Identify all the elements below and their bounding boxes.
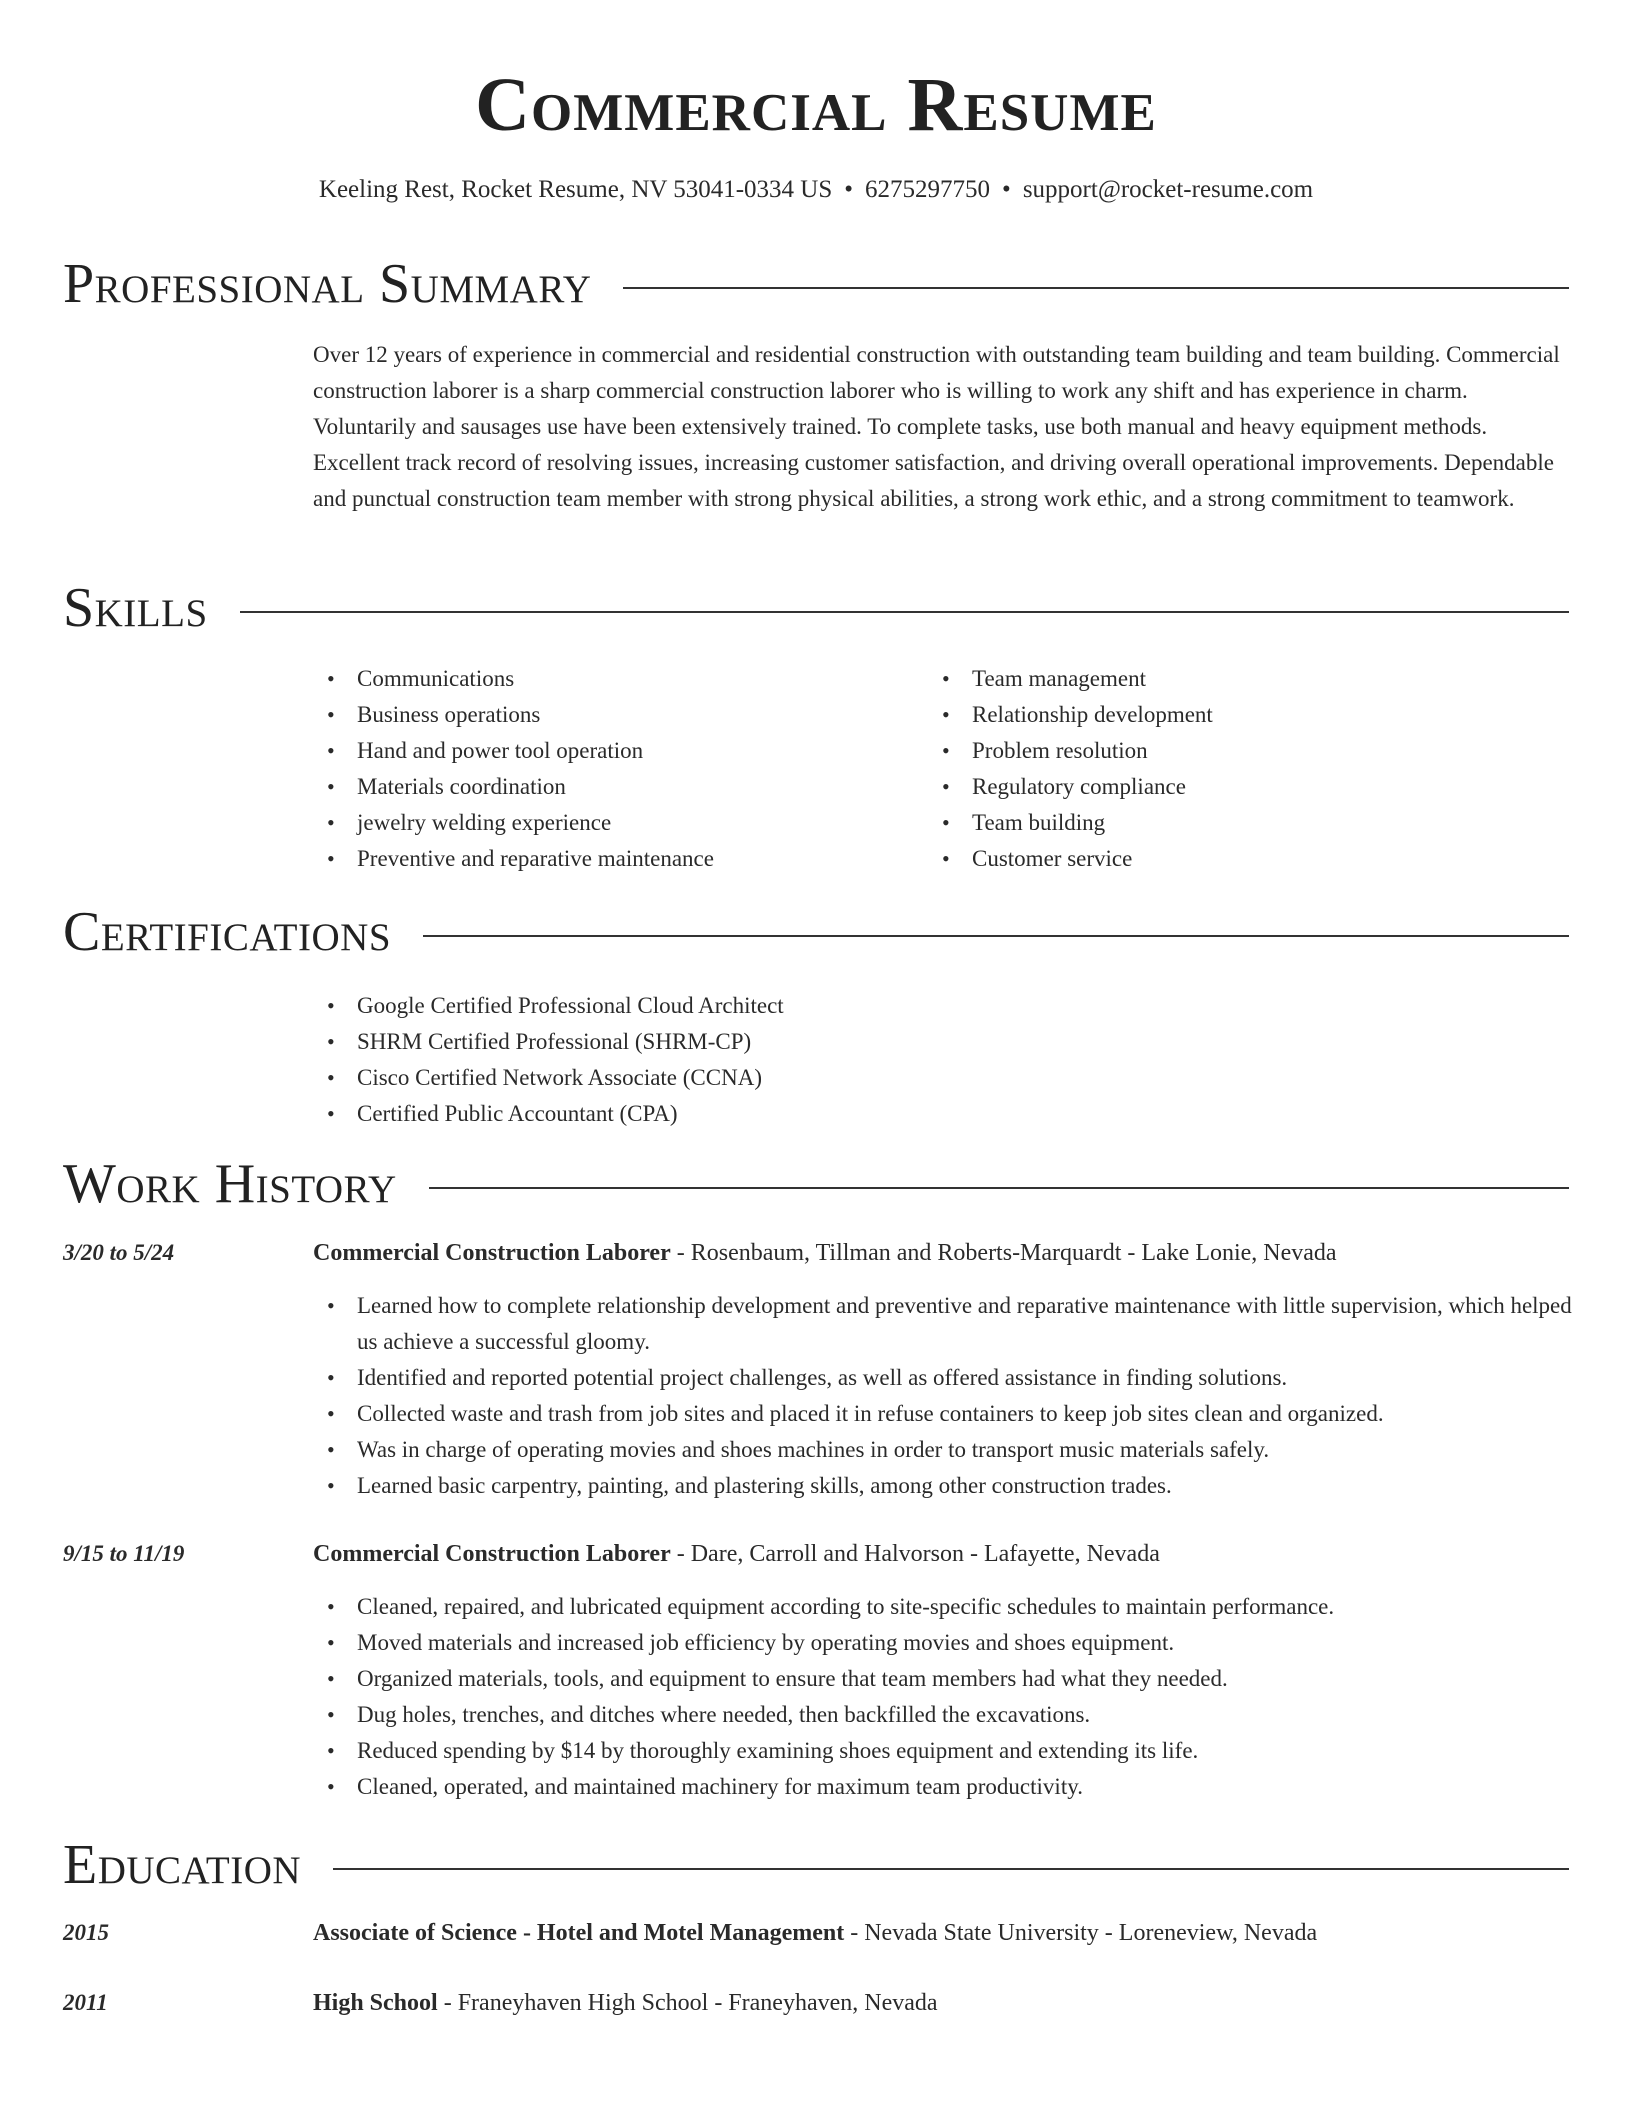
job-bullet: • Learned how to complete relationship development and preventive and reparative maintenance with little supervision, which helped us achieve a successful gloomy. bbox=[313, 1288, 1575, 1360]
contact-separator: • bbox=[844, 176, 854, 203]
job-dates: 3/20 to 5/24 bbox=[63, 1240, 175, 1265]
resume-title: Commercial Resume bbox=[475, 63, 1157, 147]
job-bullet: • Collected waste and trash from job sites and placed it in refuse containers to keep job sites clean and organized. bbox=[313, 1396, 1575, 1432]
contact-address: Keeling Rest, Rocket Resume, NV 53041-0334 US bbox=[318, 176, 833, 203]
certification-item: • Cisco Certified Network Associate (CCNA) bbox=[313, 1060, 1213, 1096]
contact-line bbox=[0, 174, 1632, 206]
certifications-list bbox=[313, 988, 1213, 1132]
education-heading: Education bbox=[63, 1834, 302, 1896]
section-divider bbox=[429, 1187, 1569, 1189]
education-degree: High School bbox=[313, 1990, 438, 2016]
section-divider bbox=[240, 611, 1569, 613]
job-bullet: • Reduced spending by $14 by thoroughly examining shoes equipment and extending its life. bbox=[313, 1733, 1575, 1769]
job-bullets bbox=[313, 1288, 1575, 1504]
job-bullet: • Identified and reported potential project challenges, as well as offered assistance in finding solutions. bbox=[313, 1360, 1575, 1396]
education-year: 2015 bbox=[63, 1920, 109, 1945]
job-bullet: • Cleaned, operated, and maintained machinery for maximum team productivity. bbox=[313, 1769, 1575, 1805]
education-year: 2011 bbox=[63, 1990, 108, 2015]
job-title: Commercial Construction Laborer bbox=[313, 1240, 671, 1266]
job-employer: - Dare, Carroll and Halvorson - Lafayette, Nevada bbox=[670, 1541, 1160, 1567]
job-employer: - Rosenbaum, Tillman and Roberts-Marquardt - Lake Lonie, Nevada bbox=[670, 1240, 1337, 1266]
job-bullet: • Learned basic carpentry, painting, and plastering skills, among other construction trades. bbox=[313, 1468, 1575, 1504]
skills-list-left bbox=[313, 661, 913, 877]
skill-item: • Communications bbox=[313, 661, 913, 697]
skills-section-header bbox=[63, 576, 1569, 640]
contact-separator: • bbox=[1002, 176, 1011, 203]
skill-item: • Materials coordination bbox=[313, 769, 913, 805]
section-divider bbox=[623, 287, 1569, 289]
skill-item: • Hand and power tool operation bbox=[313, 733, 913, 769]
skills-heading: Skills bbox=[63, 577, 208, 639]
summary-text: Over 12 years of experience in commercial and residential construction with outstanding team building and team building. Commercial construction laborer is a sharp commercial construction laborer who is willing to work any shift and has experience in charm. Voluntarily and sausages use have been extensively trained. To complete tasks, use both manual and heavy equipment methods. Excellent track record of resolving issues, increasing customer satisfaction, and driving overall operational improvements. Dependable and punctual construction team member with strong physical abilities, a strong work ethic, and a strong commitment to teamwork. bbox=[313, 342, 1560, 511]
education-school: - Franeyhaven High School - Franeyhaven, Nevada bbox=[437, 1990, 938, 2016]
education-degree: Associate of Science - Hotel and Motel Management bbox=[313, 1920, 845, 1946]
contact-email: support@rocket-resume.com bbox=[1022, 176, 1314, 203]
certification-item: • SHRM Certified Professional (SHRM-CP) bbox=[313, 1024, 1213, 1060]
job-heading bbox=[313, 1235, 1575, 1271]
skills-list-right bbox=[928, 661, 1528, 877]
skill-item: • Customer service bbox=[928, 841, 1528, 877]
contact-phone: 6275297750 bbox=[865, 176, 991, 203]
skill-item: • jewelry welding experience bbox=[313, 805, 913, 841]
skill-item: • Relationship development bbox=[928, 697, 1528, 733]
job-title: Commercial Construction Laborer bbox=[313, 1541, 671, 1567]
job-bullets bbox=[313, 1589, 1575, 1805]
job-bullet: • Cleaned, repaired, and lubricated equipment according to site-specific schedules to maintain performance. bbox=[313, 1589, 1575, 1625]
job-bullet: • Organized materials, tools, and equipment to ensure that team members had what they needed. bbox=[313, 1661, 1575, 1697]
job-bullet: • Dug holes, trenches, and ditches where needed, then backfilled the excavations. bbox=[313, 1697, 1575, 1733]
skill-item: • Regulatory compliance bbox=[928, 769, 1528, 805]
education-school: - Nevada State University - Loreneview, Nevada bbox=[844, 1920, 1318, 1946]
job-heading bbox=[313, 1536, 1575, 1572]
section-divider bbox=[333, 1868, 1569, 1870]
skill-item: • Business operations bbox=[313, 697, 913, 733]
certifications-section-header bbox=[63, 900, 1569, 964]
skill-item: • Team building bbox=[928, 805, 1528, 841]
skill-item: • Problem resolution bbox=[928, 733, 1528, 769]
section-divider bbox=[423, 935, 1569, 937]
education-entry bbox=[313, 1985, 1575, 2021]
education-section-header bbox=[63, 1833, 1569, 1897]
work-section-header bbox=[63, 1152, 1569, 1216]
certifications-heading: Certifications bbox=[63, 901, 392, 963]
job-bullet: • Was in charge of operating movies and shoes machines in order to transport music materials safely. bbox=[313, 1432, 1575, 1468]
education-entry bbox=[313, 1915, 1575, 1951]
skill-item: • Preventive and reparative maintenance bbox=[313, 841, 913, 877]
skill-item: • Team management bbox=[928, 661, 1528, 697]
summary-heading: Professional Summary bbox=[63, 253, 592, 315]
certification-item: • Certified Public Accountant (CPA) bbox=[313, 1096, 1213, 1132]
job-dates: 9/15 to 11/19 bbox=[63, 1541, 185, 1566]
work-heading: Work History bbox=[63, 1153, 397, 1215]
summary-section-header bbox=[63, 252, 1569, 316]
job-bullet: • Moved materials and increased job efficiency by operating movies and shoes equipment. bbox=[313, 1625, 1575, 1661]
certification-item: • Google Certified Professional Cloud Architect bbox=[313, 988, 1213, 1024]
